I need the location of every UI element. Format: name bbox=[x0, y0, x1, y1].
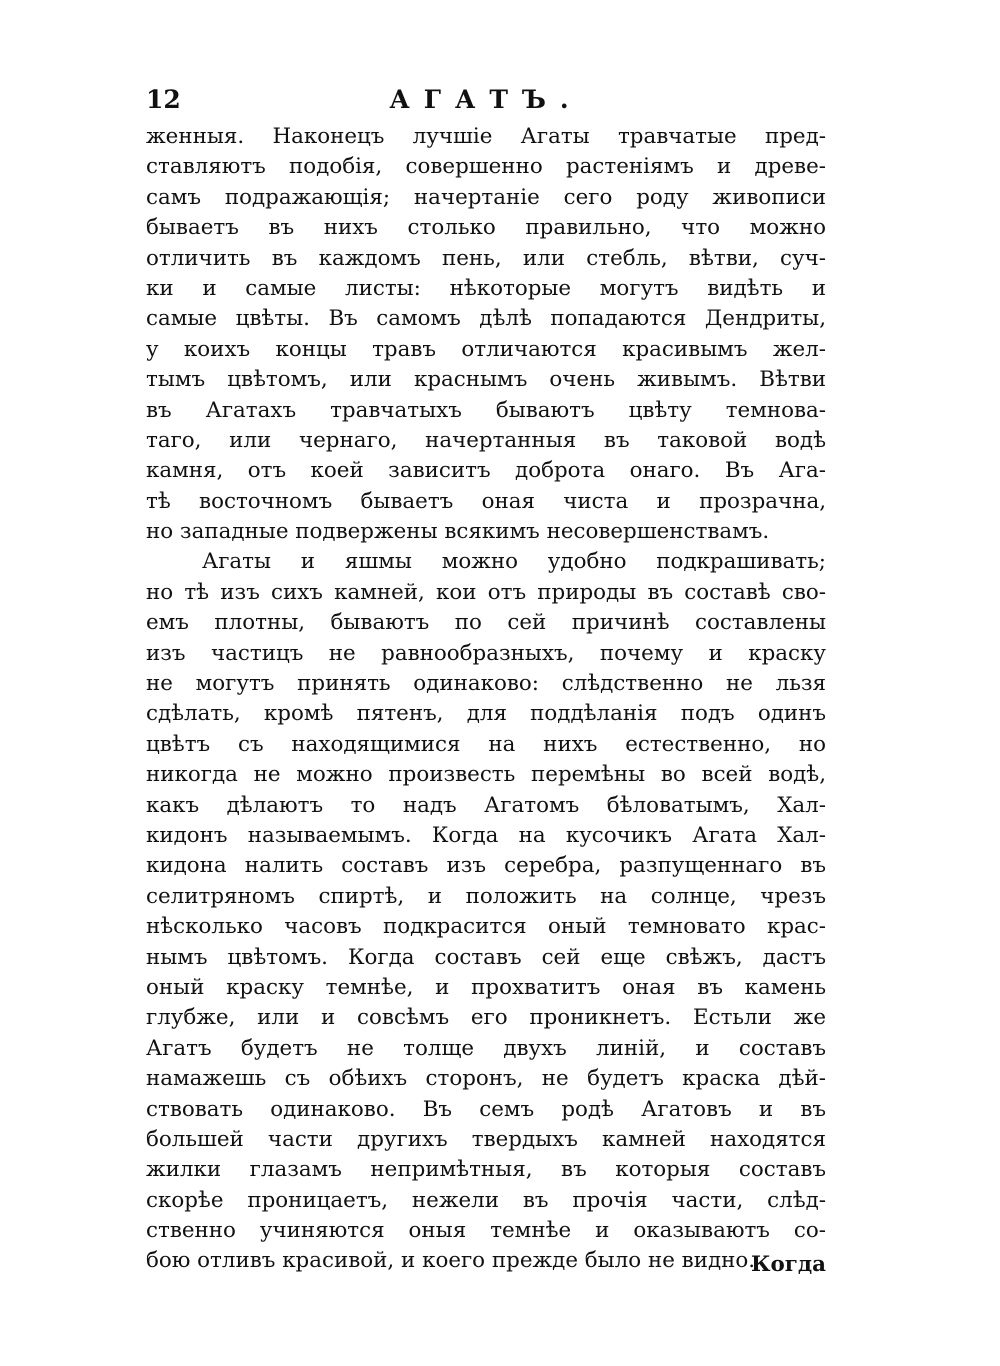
text-line: Агатъ будетъ не толще двухъ линій, и составъ bbox=[146, 1035, 826, 1061]
text-line: бываетъ въ нихъ столько правильно, что можно bbox=[146, 215, 826, 241]
text-line: но западные подвержены всякимъ несовершенствамъ. bbox=[146, 519, 770, 545]
text-line: кидона налить составъ изъ серебра, разпущеннаго въ bbox=[146, 853, 826, 879]
text-line: жилки глазамъ непримѣтныя, въ которыя составъ bbox=[146, 1157, 826, 1183]
text-line: таго, или чернаго, начертанныя въ таковой водѣ bbox=[146, 427, 826, 453]
text-line: Агаты и яшмы можно удобно подкрашивать; bbox=[202, 549, 826, 575]
text-line: ставляютъ подобія, совершенно растеніямъ и древе- bbox=[146, 154, 826, 180]
text-line: ки и самые листы: нѣкоторые могутъ видѣть и bbox=[146, 275, 826, 301]
paragraph bbox=[146, 122, 826, 547]
text-line: но тѣ изъ сихъ камней, кои отъ природы въ составѣ сво- bbox=[146, 579, 826, 605]
text-line: оный краску темнѣе, и прохватитъ оная въ камень bbox=[146, 974, 826, 1000]
text-line: тѣ восточномъ бываетъ оная чиста и прозрачна, bbox=[146, 488, 826, 514]
text-line: самъ подражающія; начертаніе сего роду живописи bbox=[146, 184, 826, 210]
text-line: отличить въ каждомъ пень, или стебль, вѣтви, суч- bbox=[146, 245, 826, 271]
page-header bbox=[146, 80, 826, 120]
page-number: 12 bbox=[146, 85, 181, 114]
text-line: самые цвѣты. Въ самомъ дѣлѣ попадаются Дендриты, bbox=[146, 306, 826, 332]
running-title: АГАТЪ. bbox=[389, 85, 583, 114]
text-line: бою отливъ красивой, и коего прежде было не видно. bbox=[146, 1248, 756, 1274]
text-line: большей части другихъ твердыхъ камней находятся bbox=[146, 1126, 826, 1152]
body-text bbox=[146, 122, 826, 1277]
text-line: какъ дѣлаютъ то надъ Агатомъ бѣловатымъ, Хал- bbox=[146, 792, 826, 818]
text-line: селитряномъ спиртѣ, и положить на солнце, чрезъ bbox=[146, 883, 826, 909]
text-line: скорѣе проницаетъ, нежели въ прочія части, слѣд- bbox=[146, 1187, 826, 1213]
text-line: изъ частицъ не равнообразныхъ, почему и краску bbox=[146, 640, 826, 666]
text-line: намажешь съ обѣихъ сторонъ, не будетъ краска дѣй- bbox=[146, 1066, 826, 1092]
text-line: не могутъ принять одинаково: слѣдственно не льзя bbox=[146, 671, 826, 697]
text-line: глубже, или и совсѣмъ его проникнетъ. Естьли же bbox=[146, 1005, 826, 1031]
text-line: нымъ цвѣтомъ. Когда составъ сей еще свѣжъ, дастъ bbox=[146, 944, 826, 970]
paragraph bbox=[146, 547, 826, 1276]
text-line: кидонъ называемымъ. Когда на кусочикъ Агата Хал- bbox=[146, 822, 826, 848]
text-line: ственно учиняются оныя темнѣе и оказываютъ со- bbox=[146, 1218, 826, 1244]
text-line: въ Агатахъ травчатыхъ бываютъ цвѣту темнова- bbox=[146, 397, 826, 423]
text-line: у коихъ концы травъ отличаются красивымъ жел- bbox=[146, 336, 826, 362]
text-line: женныя. Наконецъ лучшіе Агаты травчатые пред- bbox=[146, 124, 826, 149]
text-line: нѣсколько часовъ подкрасится оный темновато крас- bbox=[146, 914, 826, 940]
catchword: Когда bbox=[751, 1252, 826, 1277]
text-line: ствовать одинаково. Въ семъ родѣ Агатовъ и въ bbox=[146, 1096, 826, 1122]
text-line: никогда не можно произвесть перемѣны во всей водѣ, bbox=[146, 762, 826, 788]
text-line: сдѣлать, кромѣ пятенъ, для поддѣланія подъ одинъ bbox=[146, 701, 826, 727]
text-line: цвѣтъ съ находящимися на нихъ естественно, но bbox=[146, 731, 826, 757]
text-line: тымъ цвѣтомъ, или краснымъ очень живымъ. Вѣтви bbox=[146, 367, 826, 393]
text-line: камня, отъ коей зависитъ доброта онаго. Въ Ага- bbox=[146, 458, 826, 484]
text-line: емъ плотны, бываютъ по сей причинѣ составлены bbox=[146, 610, 826, 636]
